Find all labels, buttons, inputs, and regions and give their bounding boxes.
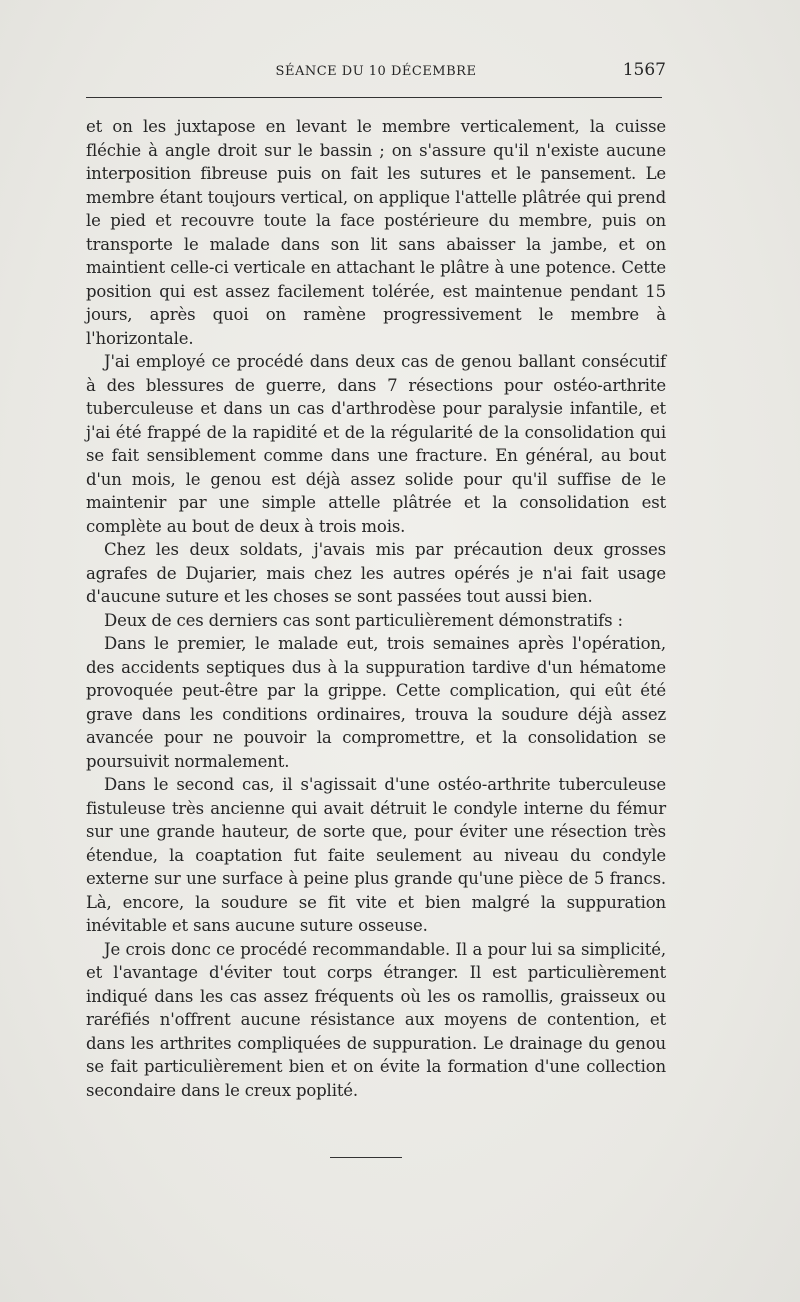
header-rule xyxy=(86,97,662,98)
paragraph-2: J'ai employé ce procédé dans deux cas de genou ballant consécutif à des blessures de guerre, dans 7 résections pour ostéo-arthrite tuberculeuse et dans un cas d'arthrodèse pour paralysie infantile, et j'ai été frappé de la rapidité et de la régularité de la consolidation qui se fait sensiblement comme dans une fracture. En général, au bout d'un mois, le genou est déjà assez solide pour qu'il suffise de le maintenir par une simple attelle plâtrée et la consolidation est complète au bout de deux à trois mois. xyxy=(86,352,666,536)
paragraph-4: Deux de ces derniers cas sont particulièrement démonstratifs : xyxy=(104,610,623,630)
paragraph-3: Chez les deux soldats, j'avais mis par précaution deux grosses agrafes de Dujarier, mais chez les autres opérés je n'ai fait usage d'aucune suture et les choses se sont passées tout aussi bien. xyxy=(86,540,666,606)
paragraph-7: Je crois donc ce procédé recommandable. Il a pour lui sa simplicité, et l'avantage d'éviter tout corps étranger. Il est particulièrement indiqué dans les cas assez fréquents où les os ramollis, graisseux ou raréfiés n'offrent aucune résistance aux moyens de contention, et dans les arthrites compliquées de suppuration. Le drainage du genou se fait particulièrement bien et on évite la formation d'une collection secondaire dans le creux poplité. xyxy=(86,939,666,1100)
body-text xyxy=(86,115,666,1102)
paragraph-5: Dans le premier, le malade eut, trois semaines après l'opération, des accidents septiques dus à la suppuration tardive d'un hématome provoquée peut-être par la grippe. Cette complication, qui eût été grave dans les conditions ordinaires, trouva la soudure déjà assez avancée pour ne pouvoir la compromettre, et la consolidation se poursuivit normalement. xyxy=(86,634,666,771)
paragraph-1: et on les juxtapose en levant le membre verticalement, la cuisse fléchie à angle droit sur le bassin ; on s'assure qu'il n'existe aucune interposition fibreuse puis on fait les sutures et le pansement. Le membre étant toujours vertical, on applique l'attelle plâtrée qui prend le pied et recouvre toute la face postérieure du membre, puis on transporte le malade dans son lit sans abaisser la jambe, et on maintient celle-ci verticale en attachant le plâtre à une potence. Cette position qui est assez facilement tolérée, est maintenue pendant 15 jours, après quoi on ramène progressivement le membre à l'horizontale. xyxy=(86,117,666,348)
page-header xyxy=(86,60,666,84)
end-rule xyxy=(330,1157,402,1158)
page-number: 1567 xyxy=(622,60,666,80)
paragraph-6: Dans le second cas, il s'agissait d'une ostéo-arthrite tuberculeuse fistuleuse très ancienne qui avait détruit le condyle interne du fémur sur une grande hauteur, de sorte que, pour éviter une résection très étendue, la coaptation fut faite seulement au niveau du condyle externe sur une surface à peine plus grande qu'une pièce de 5 francs. Là, encore, la soudure se fit vite et bien malgré la suppuration inévitable et sans aucune suture osseuse. xyxy=(86,775,666,935)
running-head: SÉANCE DU 10 DÉCEMBRE xyxy=(275,64,477,79)
